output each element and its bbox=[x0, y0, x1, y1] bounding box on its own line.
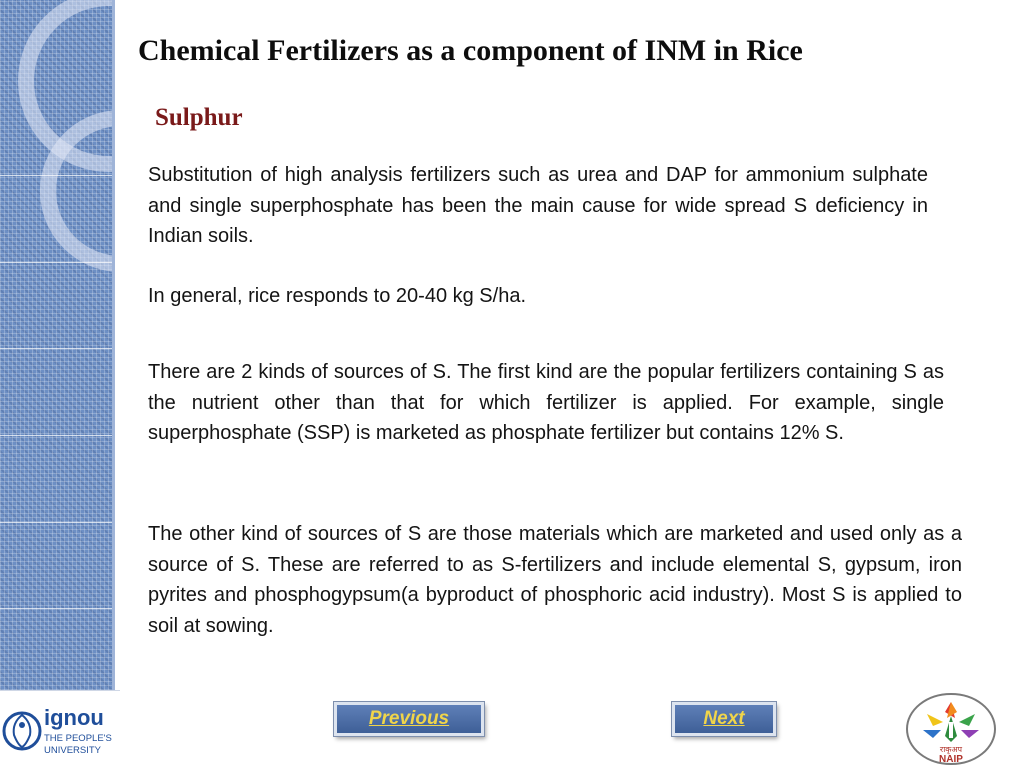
strip-line bbox=[0, 262, 112, 263]
strip-line bbox=[0, 435, 112, 436]
paragraph-1: Substitution of high analysis fertilizers such as urea and DAP for ammonium sulphate and single superphosphate has been the main cause for wide spread S deficiency in Indian soils. bbox=[148, 164, 928, 247]
paragraph-4: The other kind of sources of S are those materials which are marketed and used only as a source of S. These are referred to as S-fertilizers and include elemental S, gypsum, iron pyrites and phosphogypsum(a byproduct of phosphoric acid industry). Most S is applied to soil at sowing. bbox=[148, 523, 962, 637]
paragraph-2: In general, rice responds to 20-40 kg S/ha. bbox=[148, 285, 527, 307]
previous-button-label: Previous bbox=[368, 708, 450, 729]
naip-wordmark: NAIP bbox=[939, 754, 963, 765]
naip-hindi-text: राकृअप bbox=[939, 745, 963, 754]
ignou-wordmark: ignou bbox=[44, 705, 104, 730]
strip-line bbox=[0, 608, 112, 609]
ignou-emblem-icon bbox=[4, 713, 40, 749]
strip-line bbox=[0, 348, 112, 349]
slide-title: Chemical Fertilizers as a component of INM in Rice bbox=[138, 34, 803, 67]
next-button-label: Next bbox=[703, 708, 745, 729]
ignou-tagline-2: UNIVERSITY bbox=[44, 745, 102, 756]
previous-button[interactable] bbox=[334, 702, 484, 736]
decorative-side-strip bbox=[0, 0, 112, 690]
slide-subtitle: Sulphur bbox=[155, 104, 243, 131]
strip-edge bbox=[112, 0, 115, 690]
paragraph-3: There are 2 kinds of sources of S. The first kind are the popular fertilizers containing S as the nutrient other than that for which fertilizer is applied. For example, single superphosphate (SSP) is marketed as phosphate fertilizer but contains 12% S. bbox=[148, 361, 944, 444]
strip-line bbox=[0, 175, 112, 176]
ignou-logo bbox=[0, 690, 120, 769]
ignou-tagline-1: THE PEOPLE'S bbox=[44, 733, 112, 744]
naip-logo bbox=[905, 692, 997, 766]
next-button[interactable] bbox=[672, 702, 776, 736]
strip-line bbox=[0, 522, 112, 523]
